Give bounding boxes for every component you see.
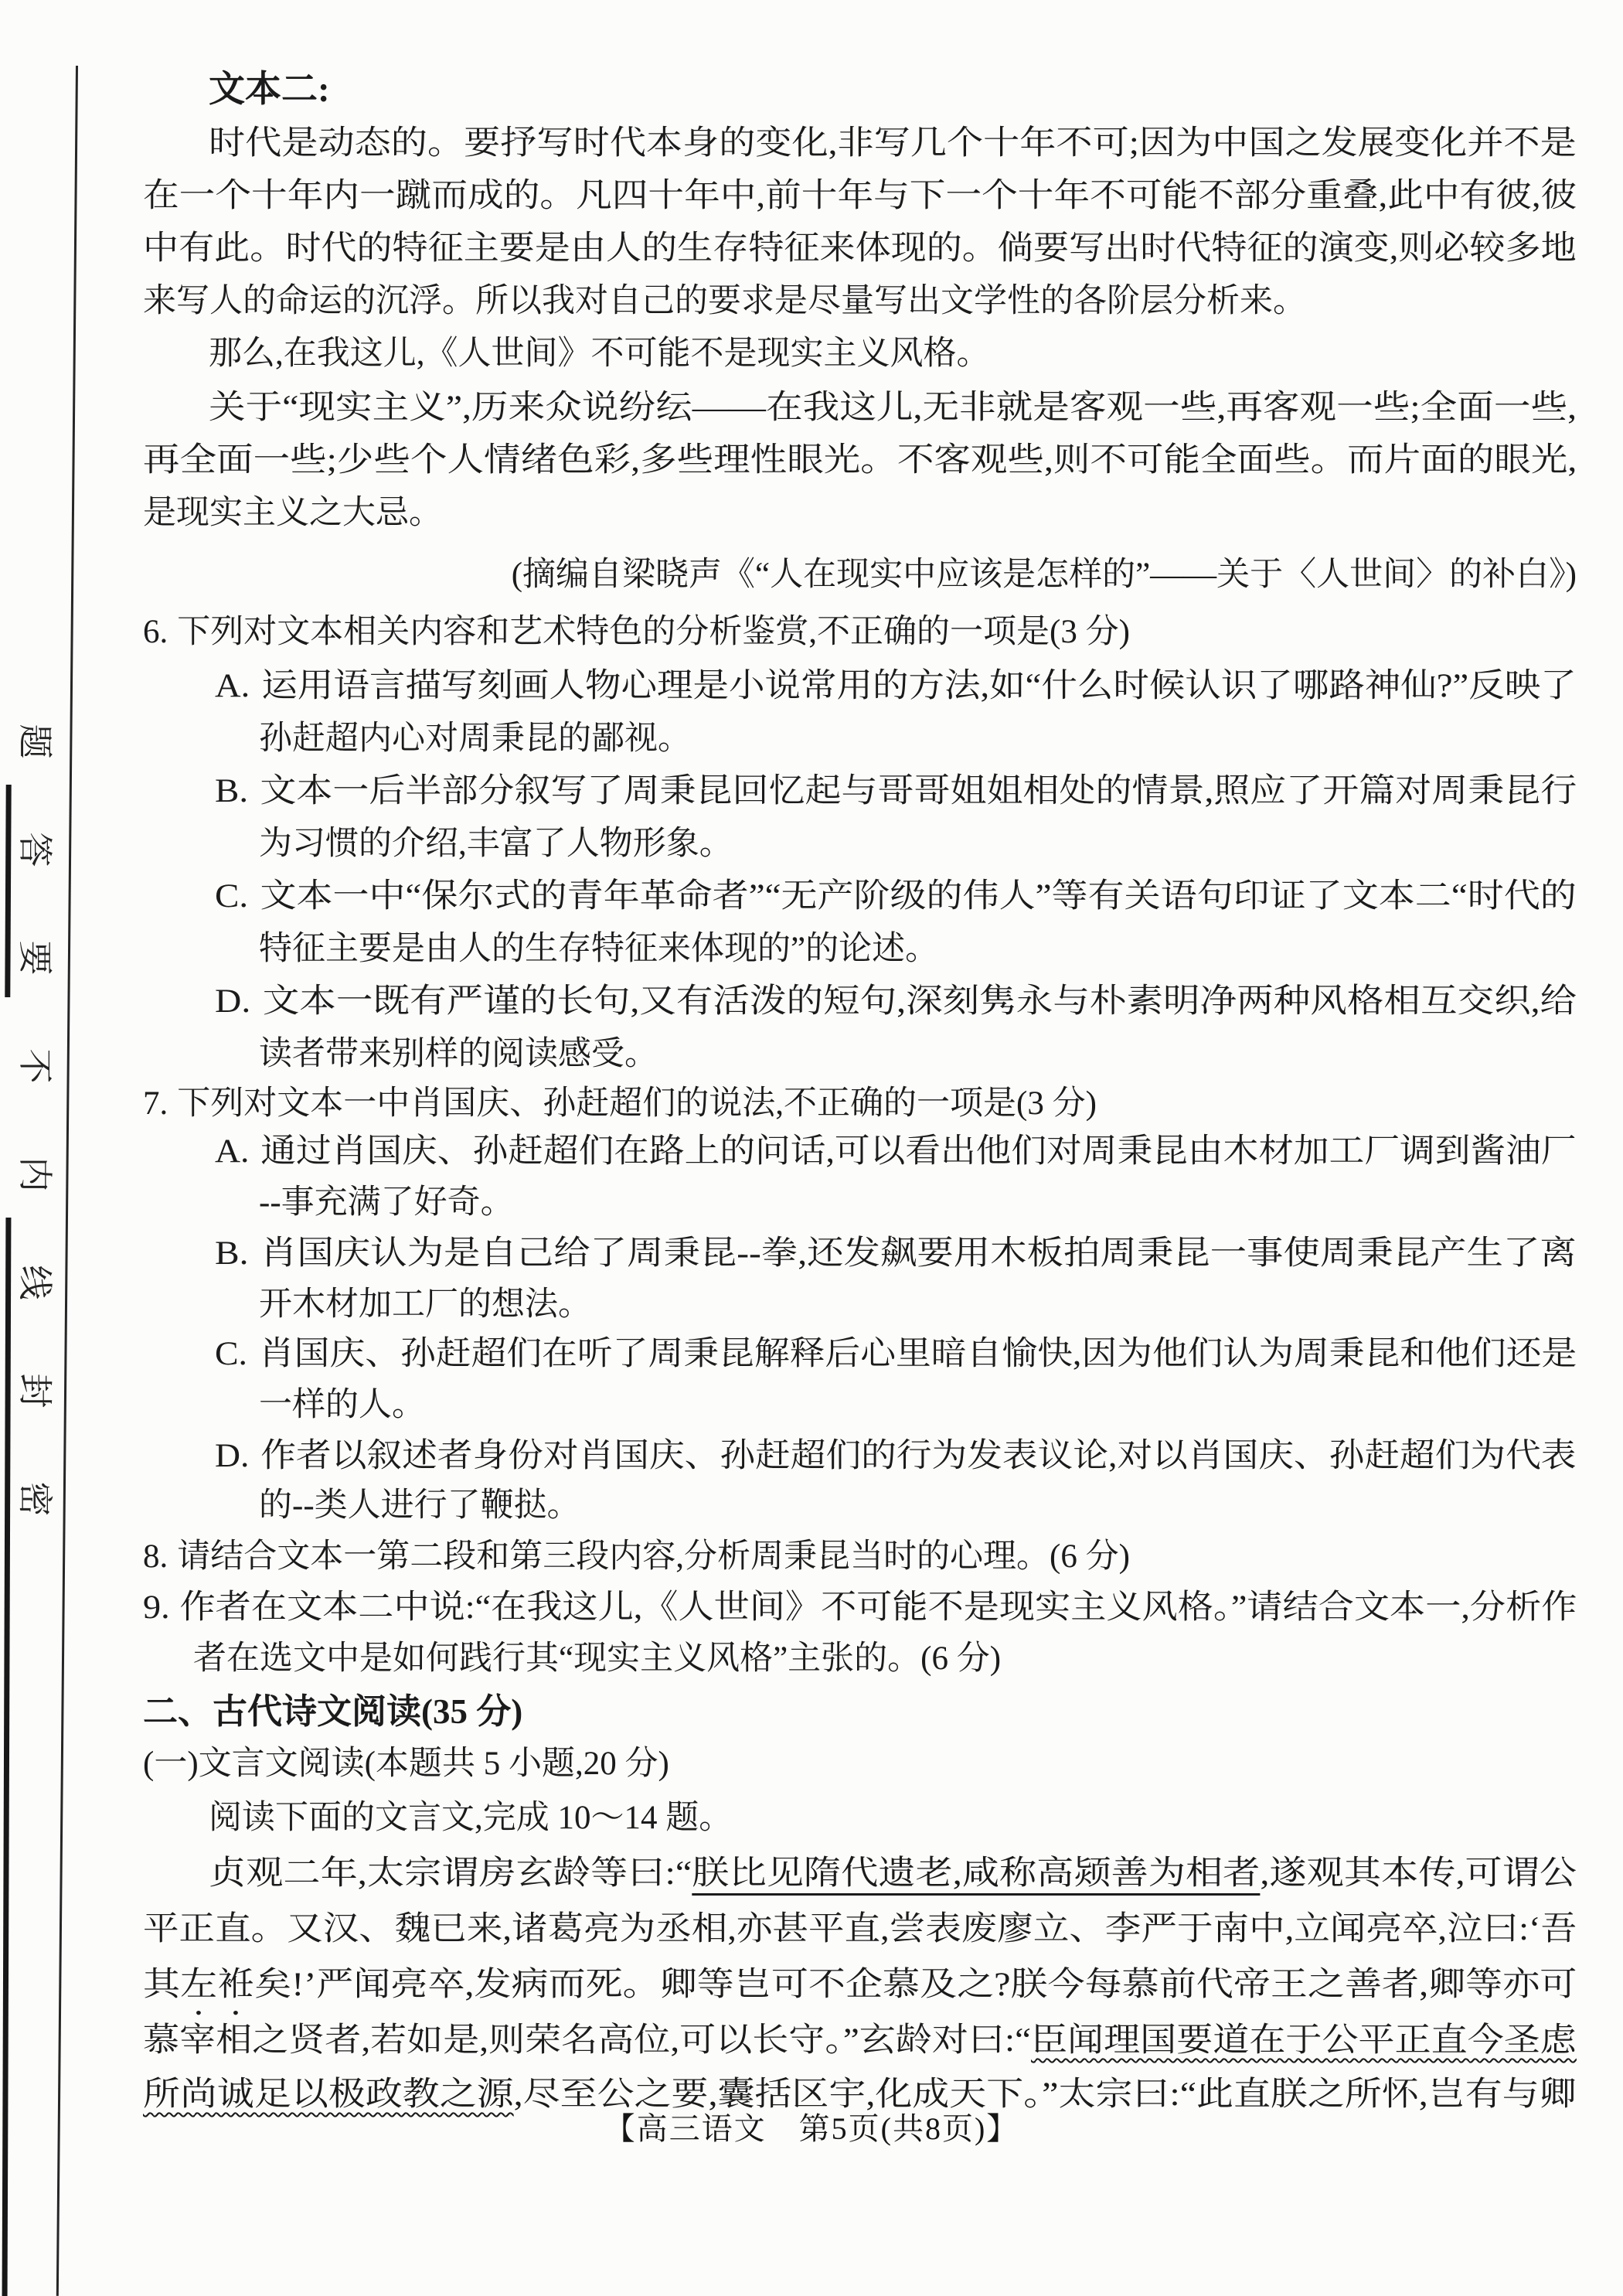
q6-option-a-text: 运用语言描写刻画人物心理是小说常用的方法,如“什么时候认识了哪路神仙?”反映了 (261, 668, 1577, 704)
seal-margin-char: 内 (15, 1157, 54, 1192)
text2-p1-line4: 来写人的命运的沉浮。所以我对自己的要求是尽量写出文学性的各阶层分析来。 (143, 283, 1306, 319)
seal-margin-char: 封 (15, 1373, 54, 1409)
q7-option-c-line1 (215, 1333, 1577, 1376)
text2-p1-line3: 中有此。时代的特征主要是由人的生存特征来体现的。倘要写出时代特征的演变,则必较多地 (143, 230, 1577, 267)
q6-option-b-line1 (215, 770, 1577, 813)
q6-option-c-line1 (215, 875, 1577, 918)
classical-line2: 平正直。又汉、魏已来,诸葛亮为丞相,亦甚平直,尝表废廖立、李严于南中,立闻亮卒,泣曰:‘吾 (143, 1911, 1577, 1947)
seal-margin-char: 线 (15, 1265, 54, 1300)
text2-heading: 文本二: (209, 70, 330, 110)
classical-text: 贞观二年,太宗谓房玄龄等曰:“ (209, 1855, 692, 1892)
q6-option-a-line1 (215, 665, 1577, 708)
seal-margin-char: 密 (15, 1481, 54, 1517)
seal-margin-char: 答 (15, 832, 54, 867)
classical-wavy-underline-text: 所尚诚足以极政教之源 (143, 2076, 514, 2113)
q7-option-a-text: 通过肖国庆、孙赶超们在路上的问话,可以看出他们对周秉昆由木材加工厂调到酱油厂 (260, 1133, 1577, 1170)
text2-p2-line1: 那么,在我这儿,《人世间》不可能不是现实主义风格。 (209, 336, 990, 372)
text2-p3-line2: 再全面一些;少些个人情绪色彩,多些理性眼光。不客观些,则不可能全面些。而片面的眼光, (143, 442, 1577, 479)
q8-stem: 请结合文本一第二段和第三段内容,分析周秉昆当时的心理。(6 分) (177, 1538, 1130, 1575)
q7-option-d-text: 作者以叙述者身份对肖国庆、孙赶超们的行为发表议论,对以肖国庆、孙赶超们为代表 (260, 1438, 1577, 1474)
q7-option-d-line2: 的--类人进行了鞭挞。 (259, 1487, 580, 1524)
q8-stem-line (143, 1535, 1130, 1579)
q6-option-d-label: D. (215, 983, 251, 1020)
classical-text: 慕宰相之贤者,若如是,则荣名高位,可以长守。”玄龄对曰:“ (143, 2022, 1031, 2059)
classical-text: ,遂观其本传,可谓公 (1260, 1855, 1577, 1892)
q7-option-b-text: 肖国庆认为是自己给了周秉昆--拳,还发飙要用木板拍周秉昆一事使周秉昆产生了离 (260, 1235, 1577, 1272)
text2-p1-line2: 在一个十年内一蹴而成的。凡四十年中,前十年与下一个十年不可能不部分重叠,此中有彼,彼 (143, 178, 1577, 214)
q6-option-b-label: B. (215, 773, 249, 809)
text2-p3-line3: 是现实主义之大忌。 (143, 495, 442, 531)
seal-margin-char: 要 (15, 940, 54, 976)
q7-number: 7. (143, 1085, 168, 1122)
scan-edge-shadow (5, 785, 11, 997)
section2-instruction: 阅读下面的文言文,完成 10～14 题。 (209, 1800, 733, 1836)
q9-stem-line1 (143, 1586, 1577, 1630)
section2-subtitle: (一)文言文阅读(本题共 5 小题,20 分) (143, 1746, 669, 1782)
page-footer: 【高三语文 第5页(共8页)】 (604, 2111, 1019, 2146)
q7-option-b-line1 (215, 1232, 1577, 1276)
q6-option-b-line2: 为习惯的介绍,丰富了人物形象。 (259, 826, 733, 862)
q7-stem: 下列对文本一中肖国庆、孙赶超们的说法,不正确的一项是(3 分) (177, 1085, 1097, 1122)
q6-stem: 下列对文本相关内容和艺术特色的分析鉴赏,不正确的一项是(3 分) (177, 614, 1130, 650)
classical-line1 (209, 1852, 1577, 1896)
classical-text: 矣!’严闻亮卒,发病而死。卿等岂可不企慕及之?朕今每慕前代帝王之善者,卿等亦可 (254, 1967, 1577, 2003)
classical-line4 (143, 2019, 1577, 2063)
classical-solid-underline-text: 朕比见隋代遗老,咸称高颎善为相者 (692, 1855, 1261, 1892)
q7-option-c-text: 肖国庆、孙赶超们在听了周秉昆解释后心里暗自愉快,因为他们认为周秉昆和他们还是 (258, 1336, 1577, 1372)
text2-p1-line1: 时代是动态的。要抒写时代本身的变化,非写几个十年不可;因为中国之发展变化并不是 (209, 125, 1577, 162)
q8-number: 8. (143, 1538, 168, 1575)
q7-option-a-label: A. (215, 1133, 250, 1170)
seal-divider-line (56, 66, 78, 2296)
q6-option-c-label: C. (215, 878, 249, 915)
q7-stem-line (143, 1082, 1097, 1126)
classical-line3 (143, 1964, 1577, 2022)
q7-option-a-line2: --事充满了好奇。 (259, 1184, 514, 1221)
q6-option-b-text: 文本一后半部分叙写了周秉昆回忆起与哥哥姐姐相处的情景,照应了开篇对周秉昆行 (260, 773, 1577, 809)
q9-number: 9. (143, 1589, 170, 1626)
q9-stem: 作者在文本二中说:“在我这儿,《人世间》不可能不是现实主义风格。”请结合文本一,分析作 (179, 1589, 1577, 1626)
q7-option-b-label: B. (215, 1235, 249, 1272)
q6-option-c-line2: 特征主要是由人的生存特征来体现的”的论述。 (259, 931, 939, 967)
q6-option-d-line2: 读者带来别样的阅读感受。 (259, 1036, 658, 1072)
q6-number: 6. (143, 614, 168, 650)
classical-wavy-underline-text: 臣闻理国要道在于公平正直今圣虑 (1030, 2022, 1577, 2059)
q6-option-c-text: 文本一中“保尔式的青年革命者”“无产阶级的伟人”等有关语句印证了文本二“时代的 (260, 878, 1577, 915)
text2-p3-line1: 关于“现实主义”,历来众说纷纭——在我这儿,无非就是客观一些,再客观一些;全面一些, (209, 390, 1577, 426)
q7-option-c-line2: 一样的人。 (259, 1387, 425, 1423)
q6-option-a-line2: 孙赶超内心对周秉昆的鄙视。 (259, 720, 691, 757)
classical-text: 其 (143, 1967, 181, 2003)
section2-title: 二、古代诗文阅读(35 分) (143, 1692, 523, 1731)
q7-option-d-label: D. (215, 1438, 250, 1474)
classical-emphasis-dots-text: 左袵 (180, 1967, 255, 2003)
classical-text: ,尽至公之要,囊括区宇,化成天下。”太宗曰:“此直朕之所怀,岂有与卿 (513, 2076, 1577, 2113)
q7-option-a-line1 (215, 1130, 1576, 1174)
q6-option-d-line1 (215, 980, 1577, 1024)
q7-option-b-line2: 开木材加工厂的想法。 (259, 1286, 591, 1323)
q6-option-d-text: 文本一既有严谨的长句,又有活泼的短句,深刻隽永与朴素明净两种风格相互交织,给 (262, 983, 1577, 1020)
seal-margin-char: 不 (15, 1048, 54, 1084)
q9-stem-line2: 者在选文中是如何践行其“现实主义风格”主张的。(6 分) (193, 1640, 1002, 1677)
q7-option-d-line1 (215, 1435, 1576, 1478)
q7-option-c-label: C. (215, 1336, 247, 1372)
q6-stem-line (143, 611, 1130, 654)
text2-attribution: (摘编自梁晓声《“人在现实中应该是怎样的”——关于〈人世间〉的补白》) (511, 557, 1577, 593)
seal-margin-char: 题 (15, 724, 54, 759)
q6-option-a-label: A. (215, 668, 250, 704)
